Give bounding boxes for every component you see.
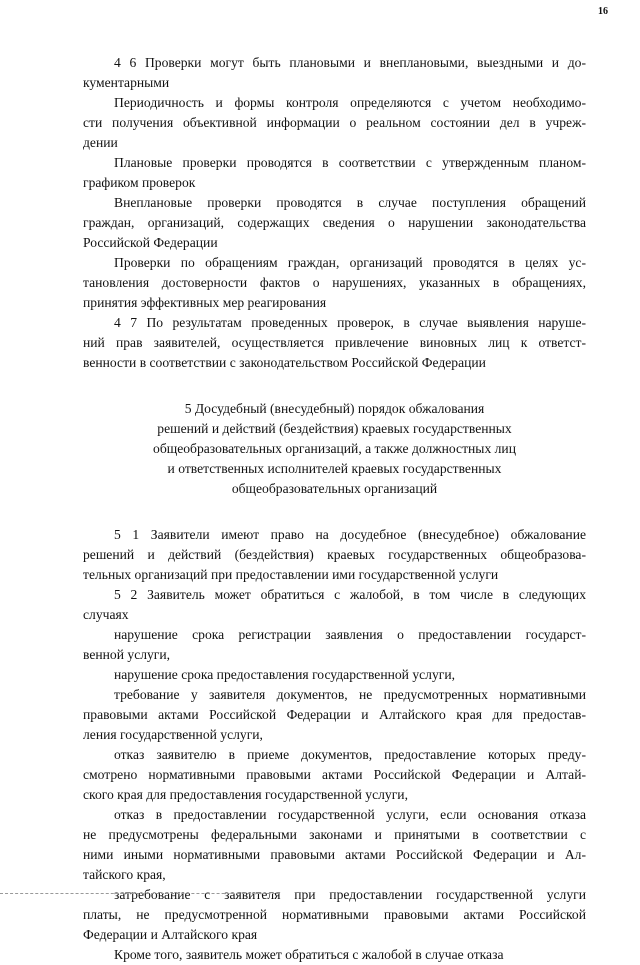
text-line: затребование с заявителя при предоставлении государственной услуги — [114, 887, 586, 902]
text-line: Проверки по обращениям граждан, организаций проводятся в целях ус- — [114, 255, 586, 270]
text-line: тановления достоверности фактов о нарушениях, указанных в обращениях, — [83, 275, 586, 290]
text-line: 5 2 Заявитель может обратиться с жалобой, в том числе в следующих — [114, 587, 586, 602]
text-line: не предусмотрены федеральными законами и принятыми в соответствии с — [83, 827, 586, 842]
text-line: ского края для предоставления государственной услуги, — [83, 787, 408, 802]
text-line: отказ в предоставлении государственной услуги, если основания отказа — [114, 807, 586, 822]
text-line: платы, не предусмотренной нормативными правовыми актами Российской — [83, 907, 586, 922]
section-title-line: решений и действий (бездействия) краевых государственных — [157, 421, 512, 436]
body-paragraph — [83, 53, 586, 93]
section-title-line: общеобразовательных организаций — [231, 481, 438, 496]
text-line: ний прав заявителей, осуществляется привлечение виновных лиц к ответст- — [83, 335, 586, 350]
text-line: граждан, организаций, содержащих сведения о нарушении законодательства — [83, 215, 586, 230]
body-paragraph — [83, 313, 586, 373]
body-paragraph — [83, 945, 586, 965]
body-paragraph — [83, 193, 586, 253]
body-paragraph — [83, 685, 586, 745]
text-line: тельных организаций при предоставлении ими государственной услуги — [83, 567, 499, 582]
section-5-title — [83, 399, 586, 499]
text-line: случаях — [83, 607, 129, 622]
text-line: ления государственной услуги, — [83, 727, 263, 742]
body-paragraph — [83, 585, 586, 625]
footer-rule — [0, 893, 280, 894]
text-line: смотрено нормативными правовыми актами Российской Федерации и Алтай- — [83, 767, 586, 782]
text-line: принятия эффективных мер реагирования — [83, 295, 327, 310]
text-line: нарушение срока регистрации заявления о предоставлении государст- — [114, 627, 586, 642]
body-paragraph — [83, 745, 586, 805]
paragraphs-before-section — [83, 53, 586, 373]
text-line: графиком проверок — [83, 175, 196, 190]
text-line: ними иными нормативными правовыми актами Российской Федерации и Ал- — [83, 847, 586, 862]
body-paragraph — [83, 525, 586, 585]
page-number: 16 — [598, 6, 608, 17]
text-line: решений и действий (бездействия) краевых государственных общеобразова- — [83, 547, 586, 562]
text-line: Плановые проверки проводятся в соответствии с утвержденным планом- — [114, 155, 586, 170]
body-paragraph — [83, 93, 586, 153]
body-paragraph — [83, 805, 586, 885]
text-line: сти получения объективной информации о реальном состоянии дел в учреж- — [83, 115, 586, 130]
body-paragraph — [83, 885, 586, 945]
paragraphs-after-section — [83, 525, 586, 965]
section-title-line: 5 Досудебный (внесудебный) порядок обжалования — [184, 401, 485, 416]
document-body — [83, 53, 586, 965]
text-line: Российской Федерации — [83, 235, 218, 250]
text-line: требование у заявителя документов, не предусмотренных нормативными — [114, 687, 586, 702]
section-title-line: общеобразовательных организаций, а также должностных лиц — [153, 441, 516, 456]
text-line: Периодичность и формы контроля определяются с учетом необходимо- — [114, 95, 586, 110]
text-line: венности в соответствии с законодательством Российской Федерации — [83, 355, 486, 370]
text-line: Федерации и Алтайского края — [83, 927, 258, 942]
body-paragraph — [83, 153, 586, 193]
text-line: 4 7 По результатам проведенных проверок, в случае выявления наруше- — [114, 315, 586, 330]
body-paragraph — [83, 665, 586, 685]
text-line: Внеплановые проверки проводятся в случае поступления обращений — [114, 195, 586, 210]
body-paragraph — [83, 625, 586, 665]
text-line: правовыми актами Российской Федерации и Алтайского края для предостав- — [83, 707, 586, 722]
text-line: венной услуги, — [83, 647, 171, 662]
text-line: кументарными — [83, 75, 170, 90]
text-line: тайского края, — [83, 867, 166, 882]
text-line: 4 6 Проверки могут быть плановыми и внеплановыми, выездными и до- — [114, 55, 586, 70]
text-line: 5 1 Заявители имеют право на досудебное (внесудебное) обжалование — [114, 527, 586, 542]
text-line: нарушение срока предоставления государственной услуги, — [114, 667, 456, 682]
section-title-line: и ответственных исполнителей краевых государственных — [167, 461, 502, 476]
body-paragraph — [83, 253, 586, 313]
text-line: отказ заявителю в приеме документов, предоставление которых преду- — [114, 747, 586, 762]
text-line: дении — [83, 135, 118, 150]
text-line: Кроме того, заявитель может обратиться с жалобой в случае отказа — [114, 947, 504, 962]
